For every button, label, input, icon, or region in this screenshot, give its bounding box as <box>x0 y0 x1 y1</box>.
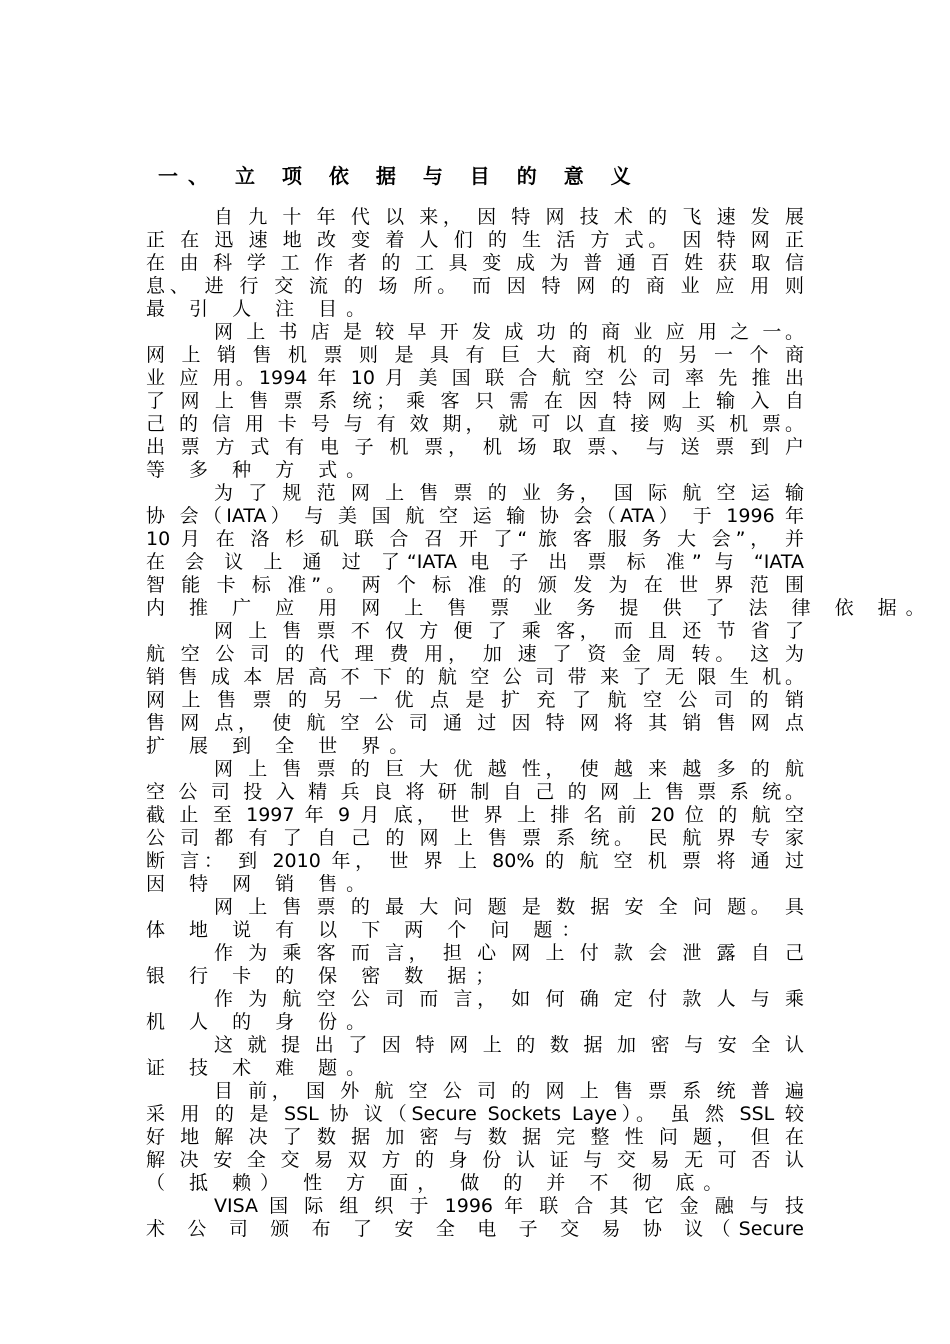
text-line: 网 上 销 售 机 票 则 是 具 有 巨 大 商 机 的 另 一 个 商 <box>146 344 804 366</box>
text-line: 解 决 安 全 交 易 双 方 的 身 份 认 证 与 交 易 无 可 否 认 <box>146 1149 804 1171</box>
text-line: 网 上 售 票 的 巨 大 优 越 性， 使 越 来 越 多 的 航 <box>214 758 804 780</box>
text-line: 在 会 议 上 通 过 了“IATA 电 子 出 票 标 准” 与 “IATA <box>146 551 804 573</box>
text-line: 在 由 科 学 工 作 者 的 工 具 变 成 为 普 通 百 姓 获 取 信 <box>146 252 804 274</box>
text-line: 因 特 网 销 售。 <box>146 873 375 895</box>
text-line: 术 公 司 颁 布 了 安 全 电 子 交 易 协 议（Secure <box>146 1218 804 1240</box>
text-line: 作 为 航 空 公 司 而 言， 如 何 确 定 付 款 人 与 乘 <box>214 988 804 1010</box>
text-line: 销 售 成 本 居 高 不 下 的 航 空 公 司 带 来 了 无 限 生 机。 <box>146 666 804 688</box>
text-line: 银 行 卡 的 保 密 数 据； <box>146 965 504 987</box>
text-line: 业 应 用。1994 年 10 月 美 国 联 合 航 空 公 司 率 先 推 出 <box>146 367 804 389</box>
text-line: 公 司 都 有 了 自 己 的 网 上 售 票 系 统。 民 航 界 专 家 <box>146 827 804 849</box>
text-line: 网 上 售 票 的 最 大 问 题 是 数 据 安 全 问 题。 具 <box>214 896 804 918</box>
text-line: 了 网 上 售 票 系 统； 乘 客 只 需 在 因 特 网 上 输 入 自 <box>146 390 804 412</box>
text-line: 网 上 售 票 的 另 一 优 点 是 扩 充 了 航 空 公 司 的 销 <box>146 689 804 711</box>
text-line: 协 会（IATA） 与 美 国 航 空 运 输 协 会（ATA） 于 1996 年 <box>146 505 804 527</box>
text-line: 截 止 至 1997 年 9 月 底， 世 界 上 排 名 前 20 位 的 航 空 <box>146 804 804 826</box>
text-line: 智 能 卡 标 准”。 两 个 标 准 的 颁 发 为 在 世 界 范 围 <box>146 574 804 596</box>
text-line: 等 多 种 方 式。 <box>146 459 375 481</box>
text-line: 自 九 十 年 代 以 来， 因 特 网 技 术 的 飞 速 发 展 <box>214 206 804 228</box>
text-line: 息、 进 行 交 流 的 场 所。 而 因 特 网 的 商 业 应 用 则 <box>146 275 804 297</box>
text-line: 正 在 迅 速 地 改 变 着 人 们 的 生 活 方 式。 因 特 网 正 <box>146 229 804 251</box>
text-line: （ 抵 赖） 性 方 面， 做 的 并 不 彻 底。 <box>146 1172 732 1194</box>
text-line: 售 网 点， 使 航 空 公 司 通 过 因 特 网 将 其 销 售 网 点 <box>146 712 804 734</box>
text-line: 采 用 的 是 SSL 协 议（Secure Sockets Laye）。 虽 然 SSL 较 <box>146 1103 804 1125</box>
text-line: 空 公 司 投 入 精 兵 良 将 研 制 自 己 的 网 上 售 票 系 统。 <box>146 781 804 803</box>
section-heading: 一、 立 项 依 据 与 目 的 意 义 <box>158 164 641 188</box>
body-text <box>146 206 934 1241</box>
text-line: 出 票 方 式 有 电 子 机 票， 机 场 取 票、 与 送 票 到 户 <box>146 436 804 458</box>
text-line: 内 推 广 应 用 网 上 售 票 业 务 提 供 了 法 律 依 据。 <box>146 597 934 619</box>
text-line: VISA 国 际 组 织 于 1996 年 联 合 其 它 金 融 与 技 <box>214 1195 804 1217</box>
text-line: 航 空 公 司 的 代 理 费 用， 加 速 了 资 金 周 转。 这 为 <box>146 643 804 665</box>
text-line: 网 上 书 店 是 较 早 开 发 成 功 的 商 业 应 用 之 一。 <box>214 321 804 343</box>
text-line: 机 人 的 身 份。 <box>146 1011 375 1033</box>
text-line: 为 了 规 范 网 上 售 票 的 业 务， 国 际 航 空 运 输 <box>214 482 804 504</box>
text-line: 断 言： 到 2010 年， 世 界 上 80% 的 航 空 机 票 将 通 过 <box>146 850 804 872</box>
text-line: 体 地 说 有 以 下 两 个 问 题： <box>146 919 590 941</box>
text-line: 证 技 术 难 题。 <box>146 1057 375 1079</box>
text-line: 目 前， 国 外 航 空 公 司 的 网 上 售 票 系 统 普 遍 <box>214 1080 804 1102</box>
text-line: 网 上 售 票 不 仅 方 便 了 乘 客， 而 且 还 节 省 了 <box>214 620 804 642</box>
text-line: 10 月 在 洛 杉 矶 联 合 召 开 了“ 旅 客 服 务 大 会”， 并 <box>146 528 804 550</box>
text-line: 作 为 乘 客 而 言， 担 心 网 上 付 款 会 泄 露 自 己 <box>214 942 804 964</box>
text-line: 最 引 人 注 目。 <box>146 298 375 320</box>
text-line: 己 的 信 用 卡 号 与 有 效 期， 就 可 以 直 接 购 买 机 票。 <box>146 413 804 435</box>
text-line: 好 地 解 决 了 数 据 加 密 与 数 据 完 整 性 问 题， 但 在 <box>146 1126 804 1148</box>
text-line: 这 就 提 出 了 因 特 网 上 的 数 据 加 密 与 安 全 认 <box>214 1034 804 1056</box>
text-line: 扩 展 到 全 世 界。 <box>146 735 418 757</box>
